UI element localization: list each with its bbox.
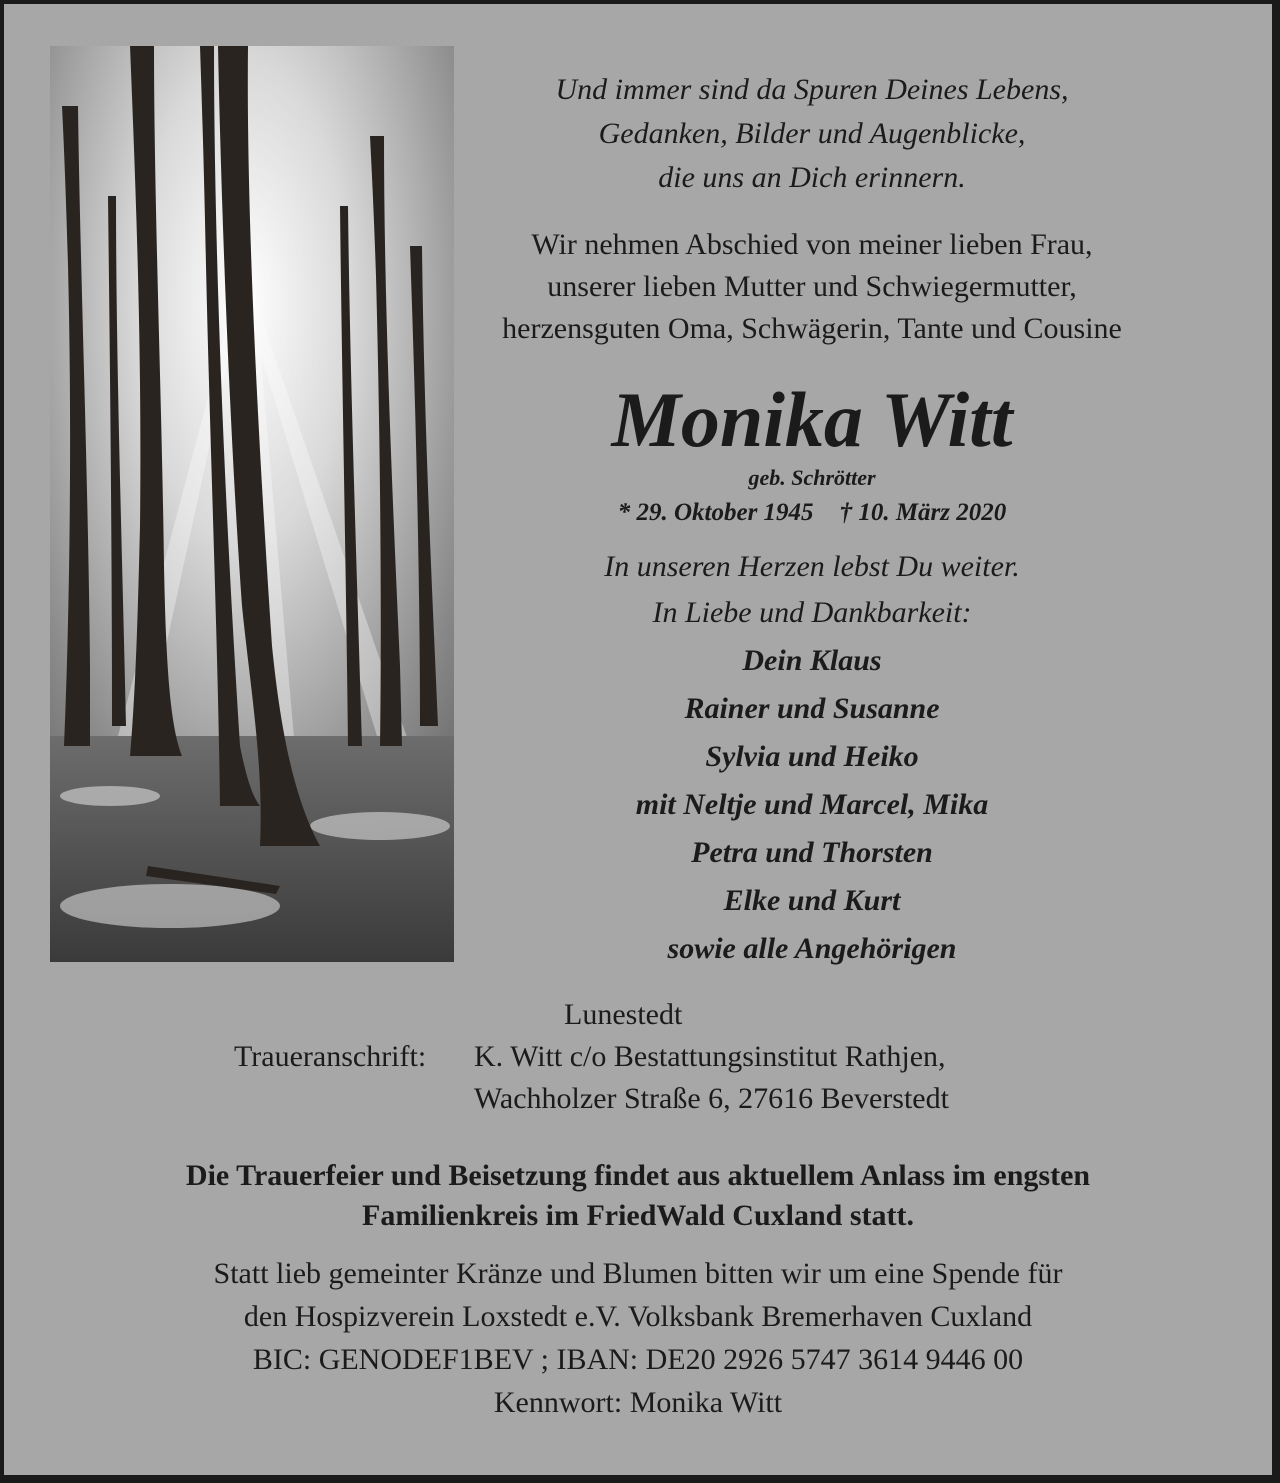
ceremony-line: Familienkreis im FriedWald Cuxland statt. (362, 1199, 914, 1232)
birth-date: * 29. Oktober 1945 (617, 499, 814, 526)
donation-keyword: Kennwort: Monika Witt (493, 1386, 783, 1419)
deceased-name: Monika Witt (611, 376, 1013, 463)
ceremony-line: Die Trauerfeier und Beisetzung findet aus aktuellem Anlass im engsten (185, 1159, 1091, 1192)
closing-line: In Liebe und Dankbarkeit: (652, 596, 972, 629)
intro-line: Wir nehmen Abschied von meiner lieben Frau, (531, 228, 1093, 261)
donation-line: den Hospizverein Loxstedt e.V. Volksbank Bremerhaven Cuxland (243, 1300, 1033, 1333)
mourner-entry: mit Neltje und Marcel, Mika (635, 788, 989, 821)
life-dates (462, 497, 1162, 529)
closing-words (462, 544, 1162, 636)
bank-details: BIC: GENODEF1BEV ; IBAN: DE20 2926 5747 3614 9446 00 (252, 1343, 1024, 1376)
obituary-notice (4, 4, 1272, 1475)
farewell-intro (462, 224, 1162, 350)
intro-line: unserer lieben Mutter und Schwiegermutter, (547, 270, 1077, 303)
place-name: Lunestedt (564, 998, 683, 1031)
mourning-address (234, 1036, 949, 1120)
death-date: † 10. März 2020 (839, 499, 1007, 526)
intro-line: herzensguten Oma, Schwägerin, Tante und Cousine (502, 312, 1122, 345)
quote-line: Und immer sind da Spuren Deines Lebens, (555, 73, 1069, 106)
mourner-entry: Rainer und Susanne (684, 692, 940, 725)
birth-name: geb. Schrötter (748, 465, 876, 490)
ceremony-info (4, 1156, 1272, 1236)
mourner-entry: Sylvia und Heiko (705, 740, 919, 773)
forest-photo (50, 46, 454, 962)
address-line: Wachholzer Straße 6, 27616 Beverstedt (474, 1082, 949, 1115)
donation-line: Statt lieb gemeinter Kränze und Blumen bitten wir um eine Spende für (213, 1257, 1063, 1290)
mourners-list (462, 637, 1162, 973)
mourner-entry: Petra und Thorsten (691, 836, 933, 869)
memorial-quote (462, 68, 1162, 200)
address-label: Traueranschrift: (234, 1040, 427, 1073)
quote-line: die uns an Dich erinnern. (658, 161, 966, 194)
donation-info (4, 1252, 1272, 1424)
mourner-entry: Dein Klaus (742, 644, 882, 677)
mourner-entry: sowie alle Angehörigen (667, 932, 957, 965)
closing-line: In unseren Herzen lebst Du weiter. (604, 550, 1020, 583)
address-line: K. Witt c/o Bestattungsinstitut Rathjen, (474, 1040, 946, 1073)
mourner-entry: Elke und Kurt (723, 884, 901, 917)
quote-line: Gedanken, Bilder und Augenblicke, (598, 117, 1026, 150)
